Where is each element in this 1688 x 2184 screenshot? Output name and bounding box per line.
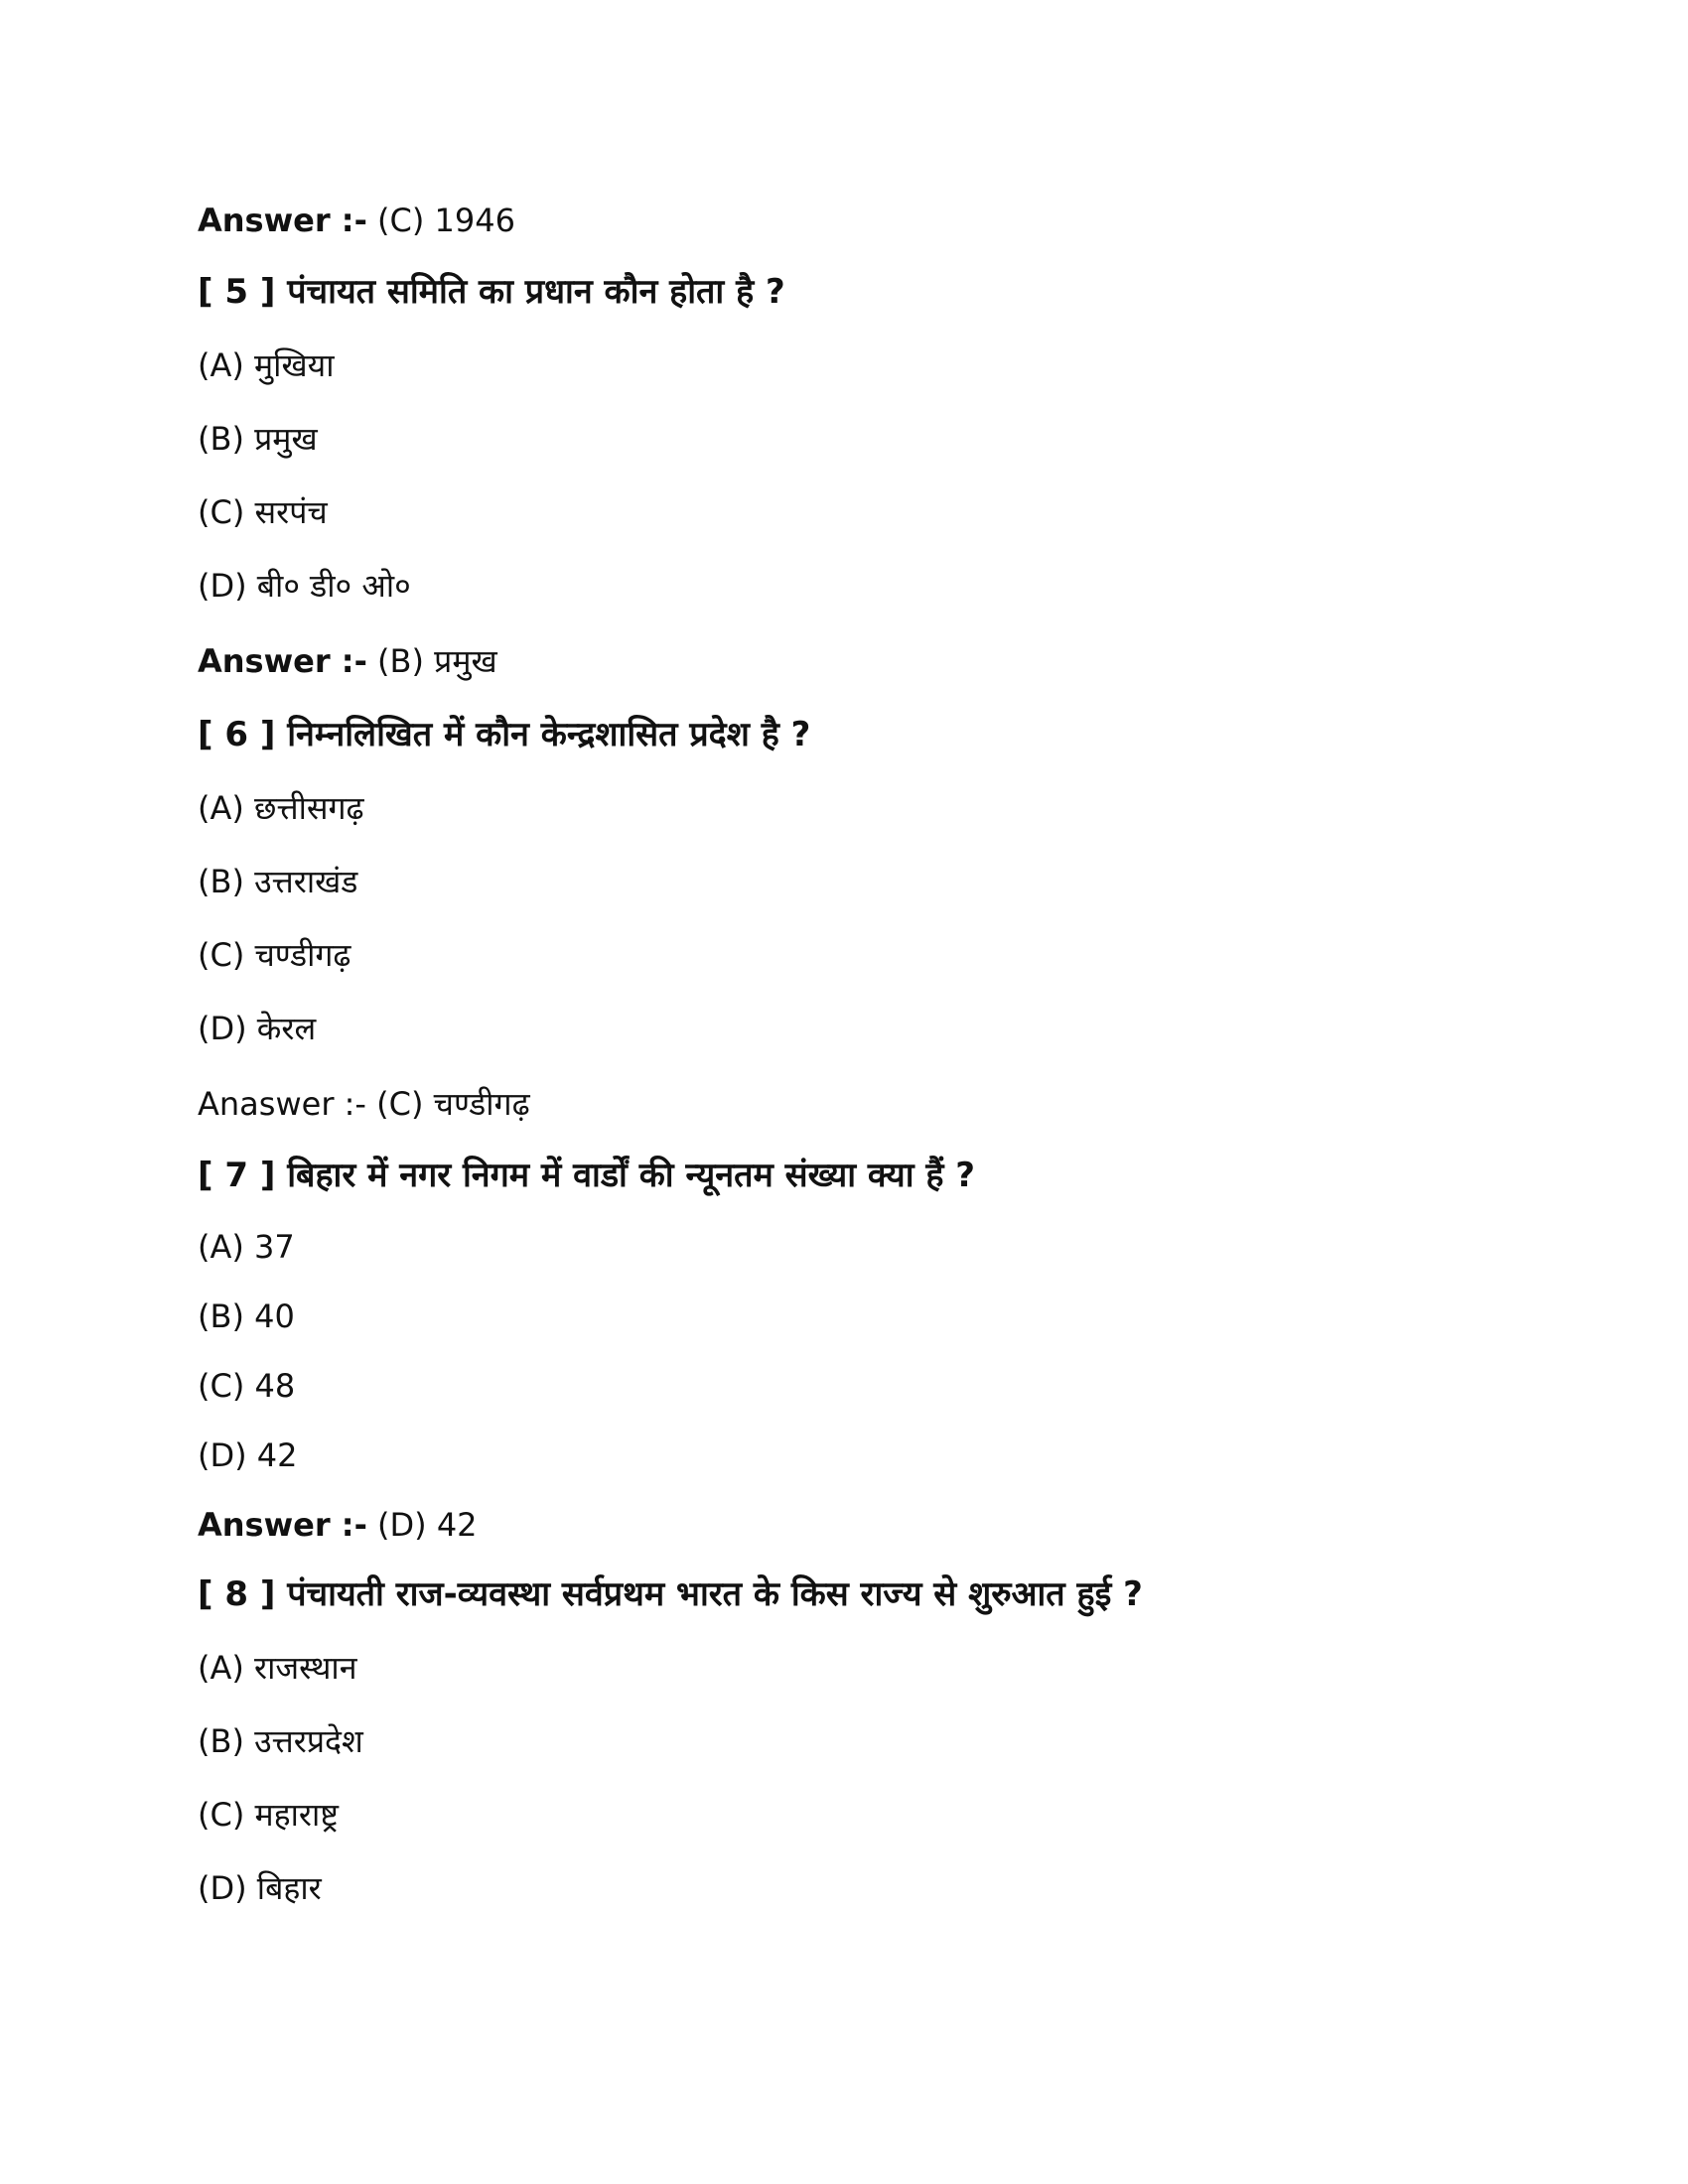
option-line: (D) बिहार (198, 1869, 322, 1907)
question-heading: [ 8 ] पंचायती राज-व्यवस्था सर्वप्रथम भारत के किस राज्य से शुरुआत हुई ? (198, 1574, 1143, 1614)
option-line: (A) छत्तीसगढ़ (198, 789, 364, 827)
option-line: (C) चण्डीगढ़ (198, 936, 352, 974)
option-line: (C) महाराष्ट्र (198, 1796, 339, 1834)
option-line: (D) 42 (198, 1436, 298, 1474)
option-line: (B) प्रमुख (198, 420, 318, 458)
answer-label: Answer :- (198, 1506, 367, 1544)
option-line: (C) सरपंच (198, 493, 328, 531)
option-line: (C) 48 (198, 1367, 296, 1405)
question-heading: [ 5 ] पंचायत समिति का प्रधान कौन होता है ? (198, 272, 785, 312)
option-line: (B) उत्तराखंड (198, 863, 358, 900)
answer-label: Answer :- (198, 642, 367, 680)
option-line: (A) राजस्थान (198, 1649, 357, 1687)
answer-text: (C) 1946 (377, 202, 515, 239)
answer-line (198, 641, 497, 681)
document-page (198, 0, 1588, 2184)
answer-line: Anaswer :- (C) चण्डीगढ़ (198, 1085, 530, 1123)
option-line: (D) बी० डी० ओ० (198, 567, 411, 605)
answer-text: (B) प्रमुख (377, 642, 497, 680)
question-heading: [ 7 ] बिहार में नगर निगम में वार्डों की न्यूनतम संख्या क्या हैं ? (198, 1156, 976, 1195)
option-line: (D) केरल (198, 1010, 317, 1047)
option-line: (B) उत्तरप्रदेश (198, 1722, 363, 1760)
answer-line (198, 201, 515, 240)
question-heading: [ 6 ] निम्नलिखित में कौन केन्द्रशासित प्रदेश है ? (198, 715, 811, 754)
option-line: (B) 40 (198, 1297, 295, 1335)
answer-label: Answer :- (198, 202, 367, 239)
option-line: (A) 37 (198, 1228, 295, 1266)
answer-text: (D) 42 (377, 1506, 478, 1544)
option-line: (A) मुखिया (198, 346, 335, 384)
answer-line (198, 1505, 478, 1545)
